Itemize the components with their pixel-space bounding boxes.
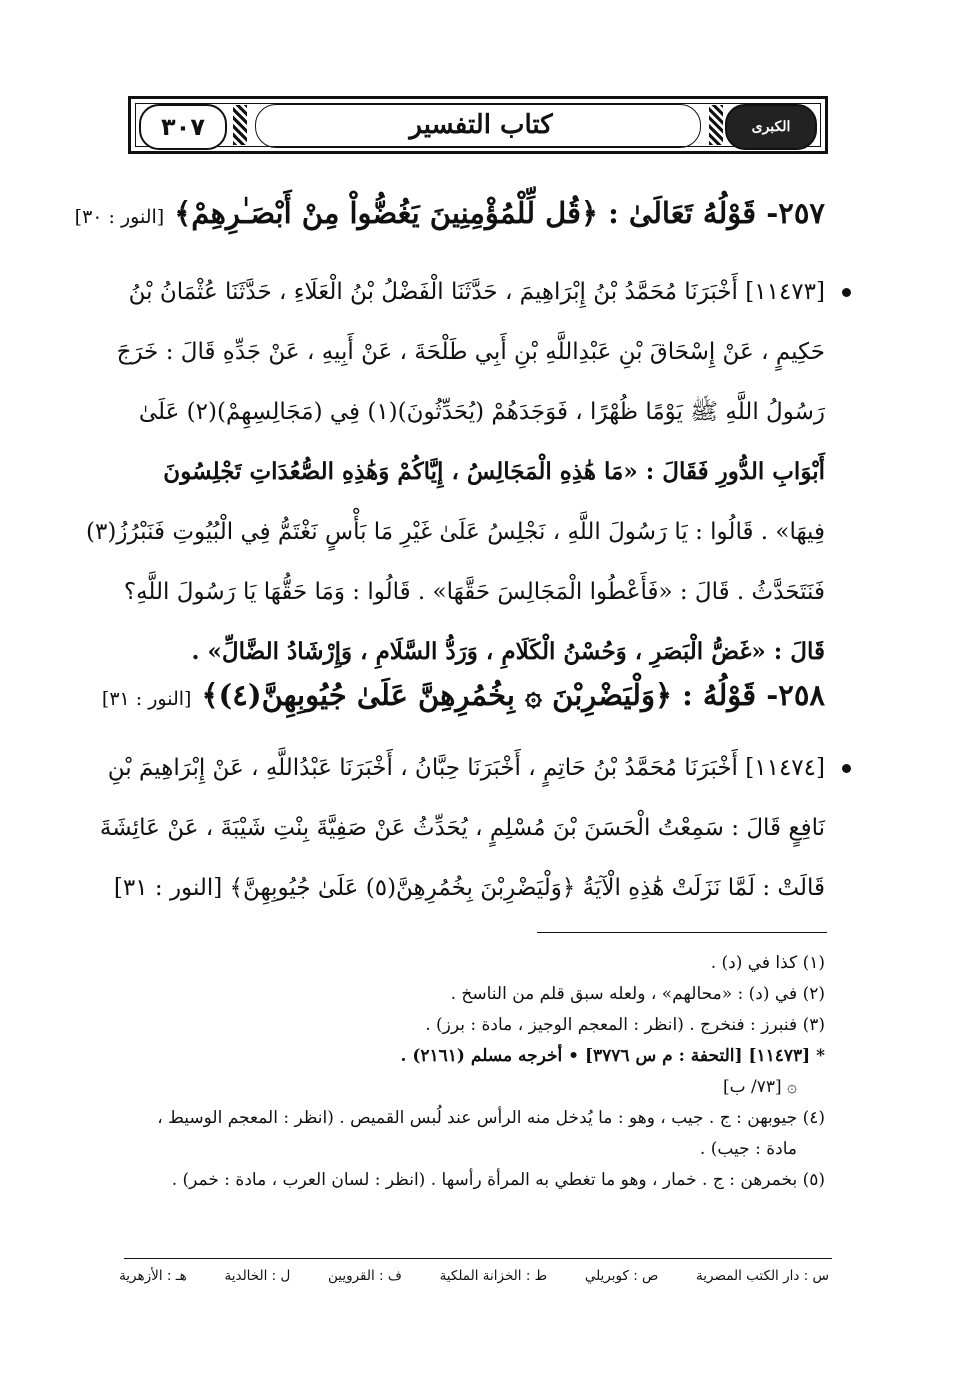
manuscript-sigla — [119, 1268, 829, 1284]
footnote: (٤) جيوبهن : ج . جيب ، وهو : ما يُدخل منه الرأس عند لُبس القميص . (انظر : المعجم الوسيط ، — [157, 1108, 825, 1128]
page-number: ٣٠٧ — [139, 104, 227, 150]
text-line: [١١٤٧٤] أَخْبَرَنَا مُحَمَّدُ بْنُ حَاتِمٍ ، أَخْبَرَنَا حِبَّانُ ، أَخْبَرَنَا عَبْدُاللَّهِ ، عَنْ إِبْرَاهِيمَ بْنِ — [107, 755, 825, 781]
siglum: ص : كوبريلي — [584, 1268, 659, 1284]
text-line: حَكِيمٍ ، عَنْ إِسْحَاقَ بْنِ عَبْدِاللَّهِ بْنِ أَبِي طَلْحَةَ ، عَنْ أَبِيهِ ، عَنْ جَدِّهِ قَالَ : خَرَجَ — [116, 339, 825, 365]
manuscript-folio-note: ۞ [٧٣/ ب] — [722, 1077, 797, 1097]
ornament-right — [709, 105, 723, 145]
footnotes — [125, 948, 825, 1196]
running-header — [128, 96, 828, 154]
publisher-logo — [725, 104, 817, 150]
hadith-11474 — [99, 738, 825, 918]
footnote: (٣) فنبرز : فنخرج . (انظر : المعجم الوجيز ، مادة : برز) . — [425, 1015, 825, 1035]
text-line: قَالَ : «غَضُّ الْبَصَرِ ، وَحُسْنُ الْكَلَامِ ، وَرَدُّ السَّلَامِ ، وَإِرْشَادُ الضَّالِّ» . — [191, 638, 825, 665]
footnote: (٥) بخمرهن : ج . خمار ، وهو ما تغطي به المرأة رأسها . (انظر : لسان العرب ، مادة : خمر) . — [171, 1170, 825, 1190]
text-line: فِيهَا» . قَالُوا : يَا رَسُولَ اللَّهِ ، نَجْلِسُ عَلَىٰ غَيْرِ مَا بَأْسٍ نَغْتَمُّ فِي الْبُيُوتِ فَنَبْرُزُ(٣) — [86, 519, 825, 545]
text-line: رَسُولُ اللَّهِ ﷺ يَوْمًا ظُهْرًا ، فَوَجَدَهُمْ (يُحَدِّثُونَ)(١) فِي (مَجَالِسِهِمْ)(٢) عَلَىٰ — [138, 399, 825, 425]
text-line: فَنَتَحَدَّثُ . قَالَ : «فَأَعْطُوا الْمَجَالِسَ حَقَّهَا» . قَالُوا : وَمَا حَقُّهَا يَا رَسُولَ اللَّهِ؟ — [123, 579, 825, 605]
section-heading-257 — [74, 196, 825, 230]
hadith-11473 — [86, 262, 825, 682]
text-line: [١١٤٧٣] أَخْبَرَنَا مُحَمَّدُ بْنُ إِبْرَاهِيمَ ، حَدَّثَنَا الْفَضْلُ بْنُ الْعَلَاءِ ، حَدَّثَنَا عُثْمَانُ بْنُ — [128, 279, 825, 305]
book-title: كتاب التفسير — [409, 110, 553, 140]
bullet-icon — [842, 288, 851, 297]
siglum: س : دار الكتب المصرية — [696, 1268, 829, 1284]
text-line: نَافِعٍ قَالَ : سَمِعْتُ الْحَسَنَ بْنَ مُسْلِمٍ ، يُحَدِّثُ عَنْ صَفِيَّةَ بِنْتِ شَيْبَةَ ، عَنْ عَائِشَةَ — [99, 815, 825, 841]
footnote-separator — [537, 932, 827, 933]
ornament-left — [233, 105, 247, 145]
logo-text: الكبرى — [751, 119, 791, 135]
siglum: ل : الخالدية — [224, 1268, 291, 1284]
takhrij-note: * [١١٤٧٣] [التحفة : م س ٣٧٧٦] • أخرجه مسلم (٢١٦١) . — [400, 1046, 825, 1066]
siglum: ط : الخزانة الملكية — [439, 1268, 548, 1284]
quran-reference: [النور : ٣١] — [101, 688, 192, 710]
footnote: (٢) في (د) : «محالهم» ، ولعله سبق قلم من الناسخ . — [450, 984, 825, 1004]
text-line: قَالَتْ : لَمَّا نَزَلَتْ هَٰذِهِ الْآيَةُ ﴿وَلْيَضْرِبْنَ بِخُمُرِهِنَّ(٥) عَلَىٰ جُيُوبِهِنَّ﴾ [النور : ٣١] — [113, 875, 825, 901]
section-heading-258 — [101, 678, 825, 712]
text-line: أَبْوَابِ الدُّورِ فَقَالَ : «مَا هَٰذِهِ الْمَجَالِسُ ، إِيَّاكُمْ وَهَٰذِهِ الصُّعُدَاتِ تَجْلِسُونَ — [163, 458, 825, 485]
heading-text: ٢٥٧- قَوْلُهُ تَعَالَىٰ : ﴿قُل لِّلْمُؤْمِنِينَ يَغُضُّواْ مِنْ أَبْصَـٰرِهِمْ﴾ — [174, 196, 825, 230]
quran-reference: [النور : ٣٠] — [74, 206, 165, 228]
sigla-separator — [124, 1258, 832, 1259]
heading-text: ٢٥٨- قَوْلُهُ : ﴿وَلْيَضْرِبْنَ ۞ بِخُمُرِهِنَّ عَلَىٰ جُيُوبِهِنَّ(٤)﴾ — [201, 678, 825, 712]
siglum: ف : القرويين — [327, 1268, 402, 1284]
bullet-icon — [842, 764, 851, 773]
siglum: هـ : الأزهرية — [119, 1268, 187, 1284]
footnote-continuation: مادة : جيب) . — [699, 1139, 797, 1159]
footnote: (١) كذا في (د) . — [710, 953, 825, 973]
